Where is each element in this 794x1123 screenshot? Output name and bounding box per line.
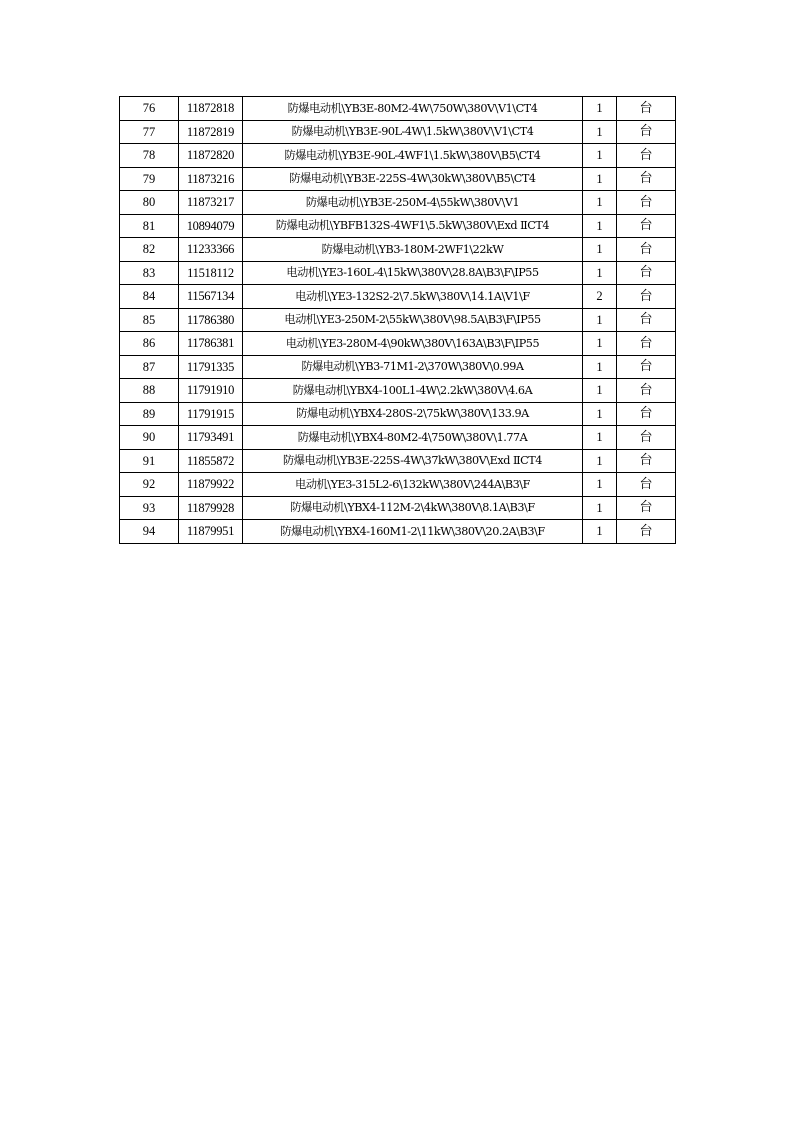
item-name-cell: 防爆电动机\YB3E-250M-4\55kW\380V\V1: [243, 191, 583, 215]
row-number-cell: 86: [120, 332, 179, 356]
quantity-cell: 1: [583, 167, 617, 191]
table-row: [120, 355, 676, 379]
row-number-cell: 83: [120, 261, 179, 285]
material-code-cell: 11518112: [179, 261, 243, 285]
material-code-cell: 11872820: [179, 144, 243, 168]
quantity-cell: 2: [583, 285, 617, 309]
row-number-cell: 76: [120, 97, 179, 121]
row-number-cell: 87: [120, 355, 179, 379]
row-number-cell: 90: [120, 426, 179, 450]
table-row: [120, 496, 676, 520]
material-code-cell: 11879951: [179, 520, 243, 544]
table-row: [120, 520, 676, 544]
item-name-cell: 防爆电动机\YBX4-100L1-4W\2.2kW\380V\4.6A: [243, 379, 583, 403]
material-code-cell: 11855872: [179, 449, 243, 473]
row-number-cell: 93: [120, 496, 179, 520]
material-code-cell: 11567134: [179, 285, 243, 309]
row-number-cell: 80: [120, 191, 179, 215]
item-name-cell: 防爆电动机\YB3E-80M2-4W\750W\380V\V1\CT4: [243, 97, 583, 121]
quantity-cell: 1: [583, 402, 617, 426]
row-number-cell: 85: [120, 308, 179, 332]
quantity-cell: 1: [583, 261, 617, 285]
table-row: [120, 144, 676, 168]
material-code-cell: 11872818: [179, 97, 243, 121]
row-number-cell: 92: [120, 473, 179, 497]
item-name-cell: 电动机\YE3-132S2-2\7.5kW\380V\14.1A\V1\F: [243, 285, 583, 309]
table-row: [120, 238, 676, 262]
unit-cell: 台: [617, 402, 676, 426]
table-row: [120, 167, 676, 191]
material-code-cell: 11873216: [179, 167, 243, 191]
material-code-cell: 11791910: [179, 379, 243, 403]
quantity-cell: 1: [583, 426, 617, 450]
material-code-cell: 11791915: [179, 402, 243, 426]
item-name-cell: 防爆电动机\YB3E-225S-4W\30kW\380V\B5\CT4: [243, 167, 583, 191]
unit-cell: 台: [617, 238, 676, 262]
material-code-cell: 10894079: [179, 214, 243, 238]
unit-cell: 台: [617, 332, 676, 356]
equipment-table: [119, 96, 676, 544]
unit-cell: 台: [617, 285, 676, 309]
material-code-cell: 11233366: [179, 238, 243, 262]
unit-cell: 台: [617, 520, 676, 544]
table-body: [120, 97, 676, 544]
unit-cell: 台: [617, 426, 676, 450]
unit-cell: 台: [617, 167, 676, 191]
unit-cell: 台: [617, 496, 676, 520]
row-number-cell: 89: [120, 402, 179, 426]
table-row: [120, 308, 676, 332]
quantity-cell: 1: [583, 355, 617, 379]
material-code-cell: 11786381: [179, 332, 243, 356]
quantity-cell: 1: [583, 191, 617, 215]
table-row: [120, 379, 676, 403]
unit-cell: 台: [617, 379, 676, 403]
material-code-cell: 11879922: [179, 473, 243, 497]
item-name-cell: 电动机\YE3-160L-4\15kW\380V\28.8A\B3\F\IP55: [243, 261, 583, 285]
quantity-cell: 1: [583, 214, 617, 238]
unit-cell: 台: [617, 308, 676, 332]
table-row: [120, 449, 676, 473]
material-code-cell: 11791335: [179, 355, 243, 379]
quantity-cell: 1: [583, 144, 617, 168]
item-name-cell: 防爆电动机\YB3E-225S-4W\37kW\380V\Exd ⅡCT4: [243, 449, 583, 473]
unit-cell: 台: [617, 355, 676, 379]
unit-cell: 台: [617, 97, 676, 121]
item-name-cell: 防爆电动机\YBX4-80M2-4\750W\380V\1.77A: [243, 426, 583, 450]
quantity-cell: 1: [583, 520, 617, 544]
quantity-cell: 1: [583, 238, 617, 262]
table-row: [120, 285, 676, 309]
table-row: [120, 191, 676, 215]
item-name-cell: 防爆电动机\YB3-71M1-2\370W\380V\0.99A: [243, 355, 583, 379]
quantity-cell: 1: [583, 379, 617, 403]
material-code-cell: 11786380: [179, 308, 243, 332]
unit-cell: 台: [617, 449, 676, 473]
item-name-cell: 防爆电动机\YB3E-90L-4W\1.5kW\380V\V1\CT4: [243, 120, 583, 144]
row-number-cell: 81: [120, 214, 179, 238]
item-name-cell: 防爆电动机\YBX4-280S-2\75kW\380V\133.9A: [243, 402, 583, 426]
item-name-cell: 防爆电动机\YBX4-160M1-2\11kW\380V\20.2A\B3\F: [243, 520, 583, 544]
row-number-cell: 82: [120, 238, 179, 262]
unit-cell: 台: [617, 214, 676, 238]
material-code-cell: 11793491: [179, 426, 243, 450]
table-row: [120, 214, 676, 238]
table-row: [120, 97, 676, 121]
item-name-cell: 防爆电动机\YBFB132S-4WF1\5.5kW\380V\Exd ⅡCT4: [243, 214, 583, 238]
item-name-cell: 电动机\YE3-315L2-6\132kW\380V\244A\B3\F: [243, 473, 583, 497]
material-code-cell: 11873217: [179, 191, 243, 215]
row-number-cell: 94: [120, 520, 179, 544]
quantity-cell: 1: [583, 332, 617, 356]
material-code-cell: 11872819: [179, 120, 243, 144]
quantity-cell: 1: [583, 496, 617, 520]
row-number-cell: 84: [120, 285, 179, 309]
quantity-cell: 1: [583, 97, 617, 121]
table-row: [120, 426, 676, 450]
unit-cell: 台: [617, 473, 676, 497]
item-name-cell: 电动机\YE3-250M-2\55kW\380V\98.5A\B3\F\IP55: [243, 308, 583, 332]
quantity-cell: 1: [583, 308, 617, 332]
table-row: [120, 473, 676, 497]
quantity-cell: 1: [583, 473, 617, 497]
row-number-cell: 91: [120, 449, 179, 473]
unit-cell: 台: [617, 261, 676, 285]
item-name-cell: 防爆电动机\YB3E-90L-4WF1\1.5kW\380V\B5\CT4: [243, 144, 583, 168]
unit-cell: 台: [617, 120, 676, 144]
item-name-cell: 防爆电动机\YB3-180M-2WF1\22kW: [243, 238, 583, 262]
row-number-cell: 79: [120, 167, 179, 191]
material-code-cell: 11879928: [179, 496, 243, 520]
unit-cell: 台: [617, 144, 676, 168]
row-number-cell: 88: [120, 379, 179, 403]
item-name-cell: 防爆电动机\YBX4-112M-2\4kW\380V\8.1A\B3\F: [243, 496, 583, 520]
row-number-cell: 78: [120, 144, 179, 168]
quantity-cell: 1: [583, 120, 617, 144]
row-number-cell: 77: [120, 120, 179, 144]
table-row: [120, 332, 676, 356]
table-row: [120, 120, 676, 144]
unit-cell: 台: [617, 191, 676, 215]
table-row: [120, 261, 676, 285]
quantity-cell: 1: [583, 449, 617, 473]
table-row: [120, 402, 676, 426]
item-name-cell: 电动机\YE3-280M-4\90kW\380V\163A\B3\F\IP55: [243, 332, 583, 356]
